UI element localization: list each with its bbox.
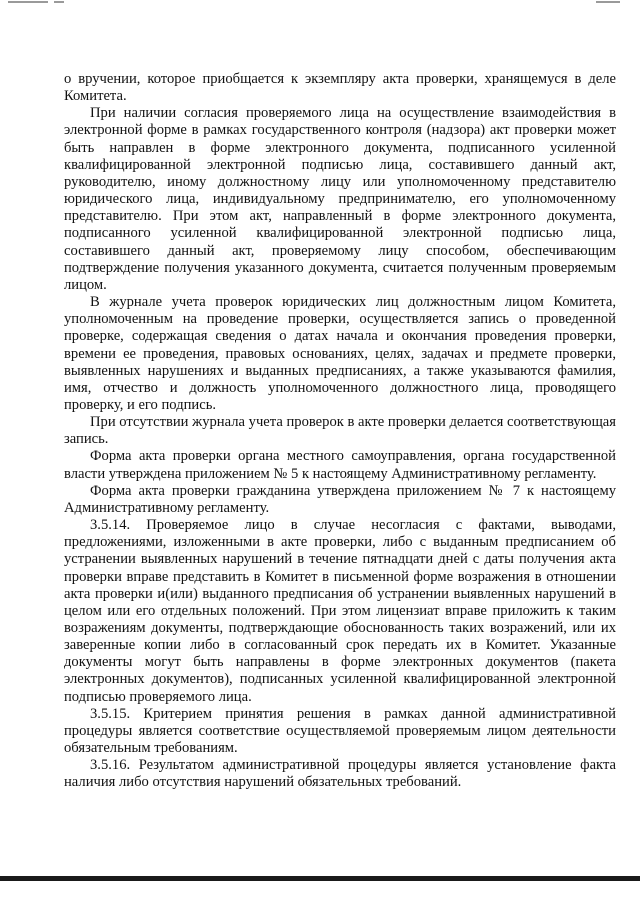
paragraph-form-citizen: Форма акта проверки гражданина утверждена приложением № 7 к настоящему Административному регламенту. (64, 482, 616, 516)
paragraph-no-journal: При отсутствии журнала учета проверок в акте проверки делается соответствующая запись. (64, 414, 616, 448)
scan-mark (54, 1, 64, 3)
paragraph-3-5-15: 3.5.15. Критерием принятия решения в рамках данной административной процедуры является соответствие осуществляемой проверяемым лицом деятельности обязательным требованиям. (64, 705, 616, 757)
paragraph-electronic-act: При наличии согласия проверяемого лица на осуществление взаимодействия в электронной форме в рамках государственного контроля (надзора) акт проверки может быть направлен в форме электронного документа, подписанного усиленной квалифицированной электронной подписью лица, составившего данный акт, руководителю, иному должностному лицу или уполномоченному представителю юридического лица, индивидуальному предпринимателю, его уполномоченному представителю. При этом акт, направленный в форме электронного документа, подписанного усиленной квалифицированной электронной подписью лица, составившего данный акт, проверяемому лицу способом, обеспечивающим подтверждение получения указанного документа, считается полученным проверяемым лицом. (64, 105, 616, 293)
paragraph-3-5-14: 3.5.14. Проверяемое лицо в случае несогласия с фактами, выводами, предложениями, изложенными в акте проверки, либо с выданным предписанием об устранении выявленных нарушений в течение пятнадцати дней с даты получения акта проверки вправе представить в Комитет в письменной форме возражения в отношении акта проверки и(или) выданного предписания об устранении выявленных нарушений в целом или его отдельных положений. При этом лицензиат вправе приложить к таким возражениям документы, подтверждающие обоснованность таких возражений, или их заверенные копии либо в согласованный срок передать их в Комитет. Указанные документы могут быть направлены в форме электронных документов (пакета электронных документов), подписанных усиленной квалифицированной электронной подписью проверяемого лица. (64, 517, 616, 705)
scan-mark (596, 1, 620, 3)
paragraph-continuation: о вручении, которое приобщается к экземпляру акта проверки, хранящемуся в деле Комитета. (64, 71, 616, 105)
scan-mark (8, 1, 48, 3)
paragraph-form-municipal: Форма акта проверки органа местного самоуправления, органа государственной власти утверждена приложением № 5 к настоящему Административному регламенту. (64, 448, 616, 482)
paragraph-3-5-16: 3.5.16. Результатом административной процедуры является установление факта наличия либо отсутствия нарушений обязательных требований. (64, 757, 616, 791)
scan-top-edge (0, 0, 640, 6)
paragraph-inspection-journal: В журнале учета проверок юридических лиц должностным лицом Комитета, уполномоченным на проведение проверки, осуществляется запись о проведенной проверке, содержащая сведения о датах начала и окончания проведения проверки, времени ее проведения, правовых основаниях, целях, задачах и предмете проверки, выявленных нарушениях и выданных предписаниях, а также указываются фамилия, имя, отчество и должность уполномоченного должностного лица, проводящего проверку, и его подпись. (64, 294, 616, 413)
scan-bottom-border (0, 876, 640, 881)
document-body (64, 71, 616, 792)
